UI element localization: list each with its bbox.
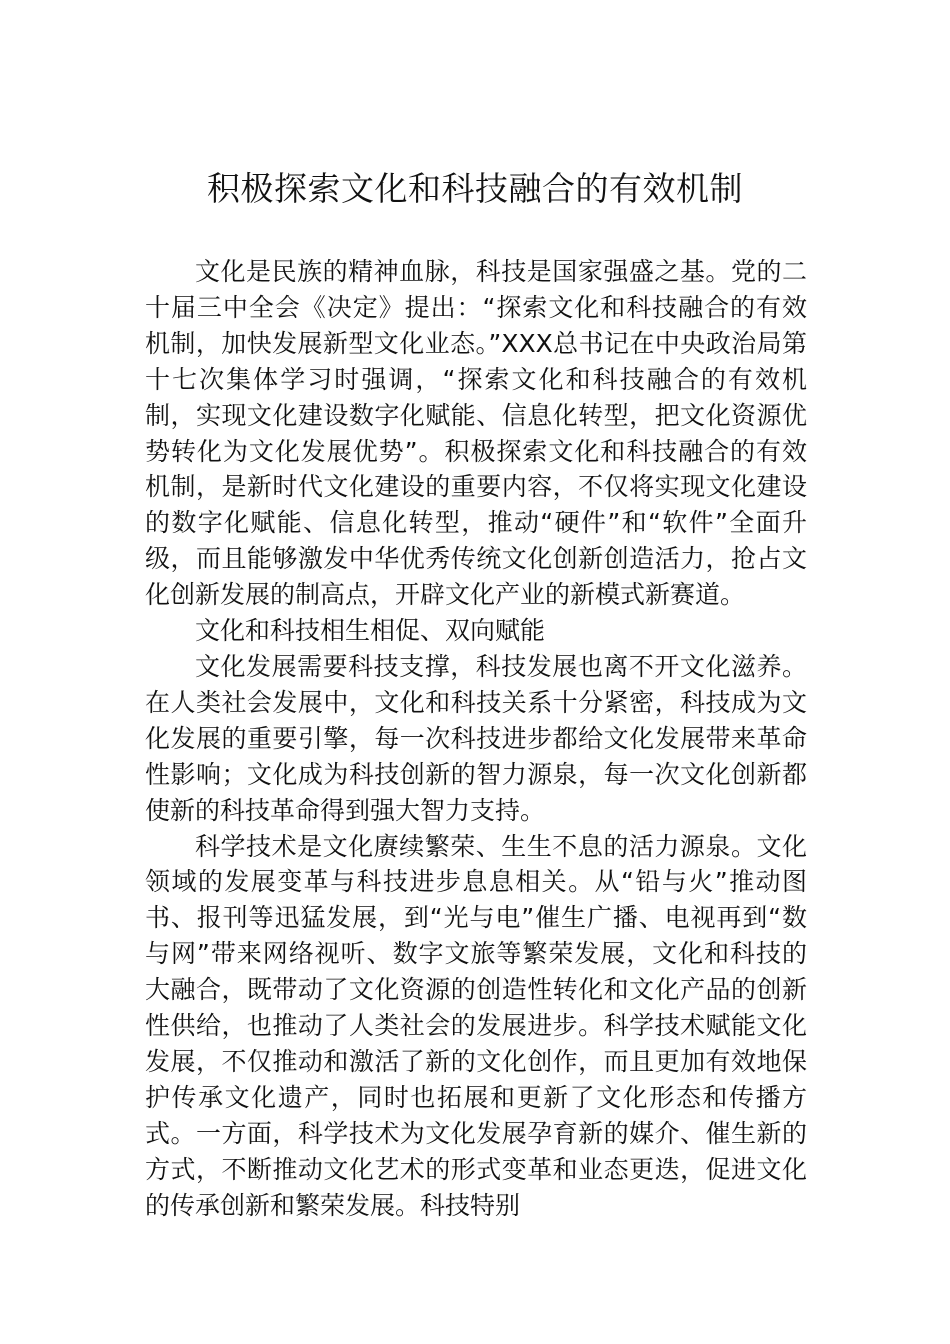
document-title: 积极探索文化和科技融合的有效机制 (207, 169, 743, 208)
paragraph-mutual-support: 文化发展需要科技支撑，科技发展也离不开文化滋养。在人类社会发展中，文化和科技关系十分紧密，科技成为文化发展的重要引擎，每一次科技进步都给文化发展带来革命性影响；文化成为科技创新的智力源泉，每一次文化创新都使新的科技革命得到强大智力支持。 (145, 651, 807, 825)
section-heading: 文化和科技相生相促、双向赋能 (195, 616, 546, 646)
paragraph-intro: 文化是民族的精神血脉，科技是国家强盛之基。党的二十届三中全会《决定》提出：“探索文化和科技融合的有效机制，加快发展新型文化业态。”XXX总书记在中央政治局第十七次集体学习时强调，“探索文化和科技融合的有效机制，实现文化建设数字化赋能、信息化转型，把文化资源优势转化为文化发展优势”。积极探索文化和科技融合的有效机制，是新时代文化建设的重要内容，不仅将实现文化建设的数字化赋能、信息化转型，推动“硬件”和“软件”全面升级，而且能够激发中华优秀传统文化创新创造活力，抢占文化创新发展的制高点，开辟文化产业的新模式新赛道。 (145, 257, 807, 610)
document-body (145, 254, 807, 1223)
paragraph-tech-vitality: 科学技术是文化赓续繁荣、生生不息的活力源泉。文化领域的发展变革与科技进步息息相关。从“铅与火”推动图书、报刊等迅猛发展，到“光与电”催生广播、电视再到“数与网”带来网络视听、数字文旅等繁荣发展，文化和科技的大融合，既带动了文化资源的创造性转化和文化产品的创新性供给，也推动了人类社会的发展进步。科学技术赋能文化发展，不仅推动和激活了新的文化创作，而且更加有效地保护传承文化遗产，同时也拓展和更新了文化形态和传播方式。一方面，科学技术为文化发展孕育新的媒介、催生新的方式，不断推动文化艺术的形式变革和业态更迭，促进文化的传承创新和繁荣发展。科技特别 (145, 831, 807, 1220)
